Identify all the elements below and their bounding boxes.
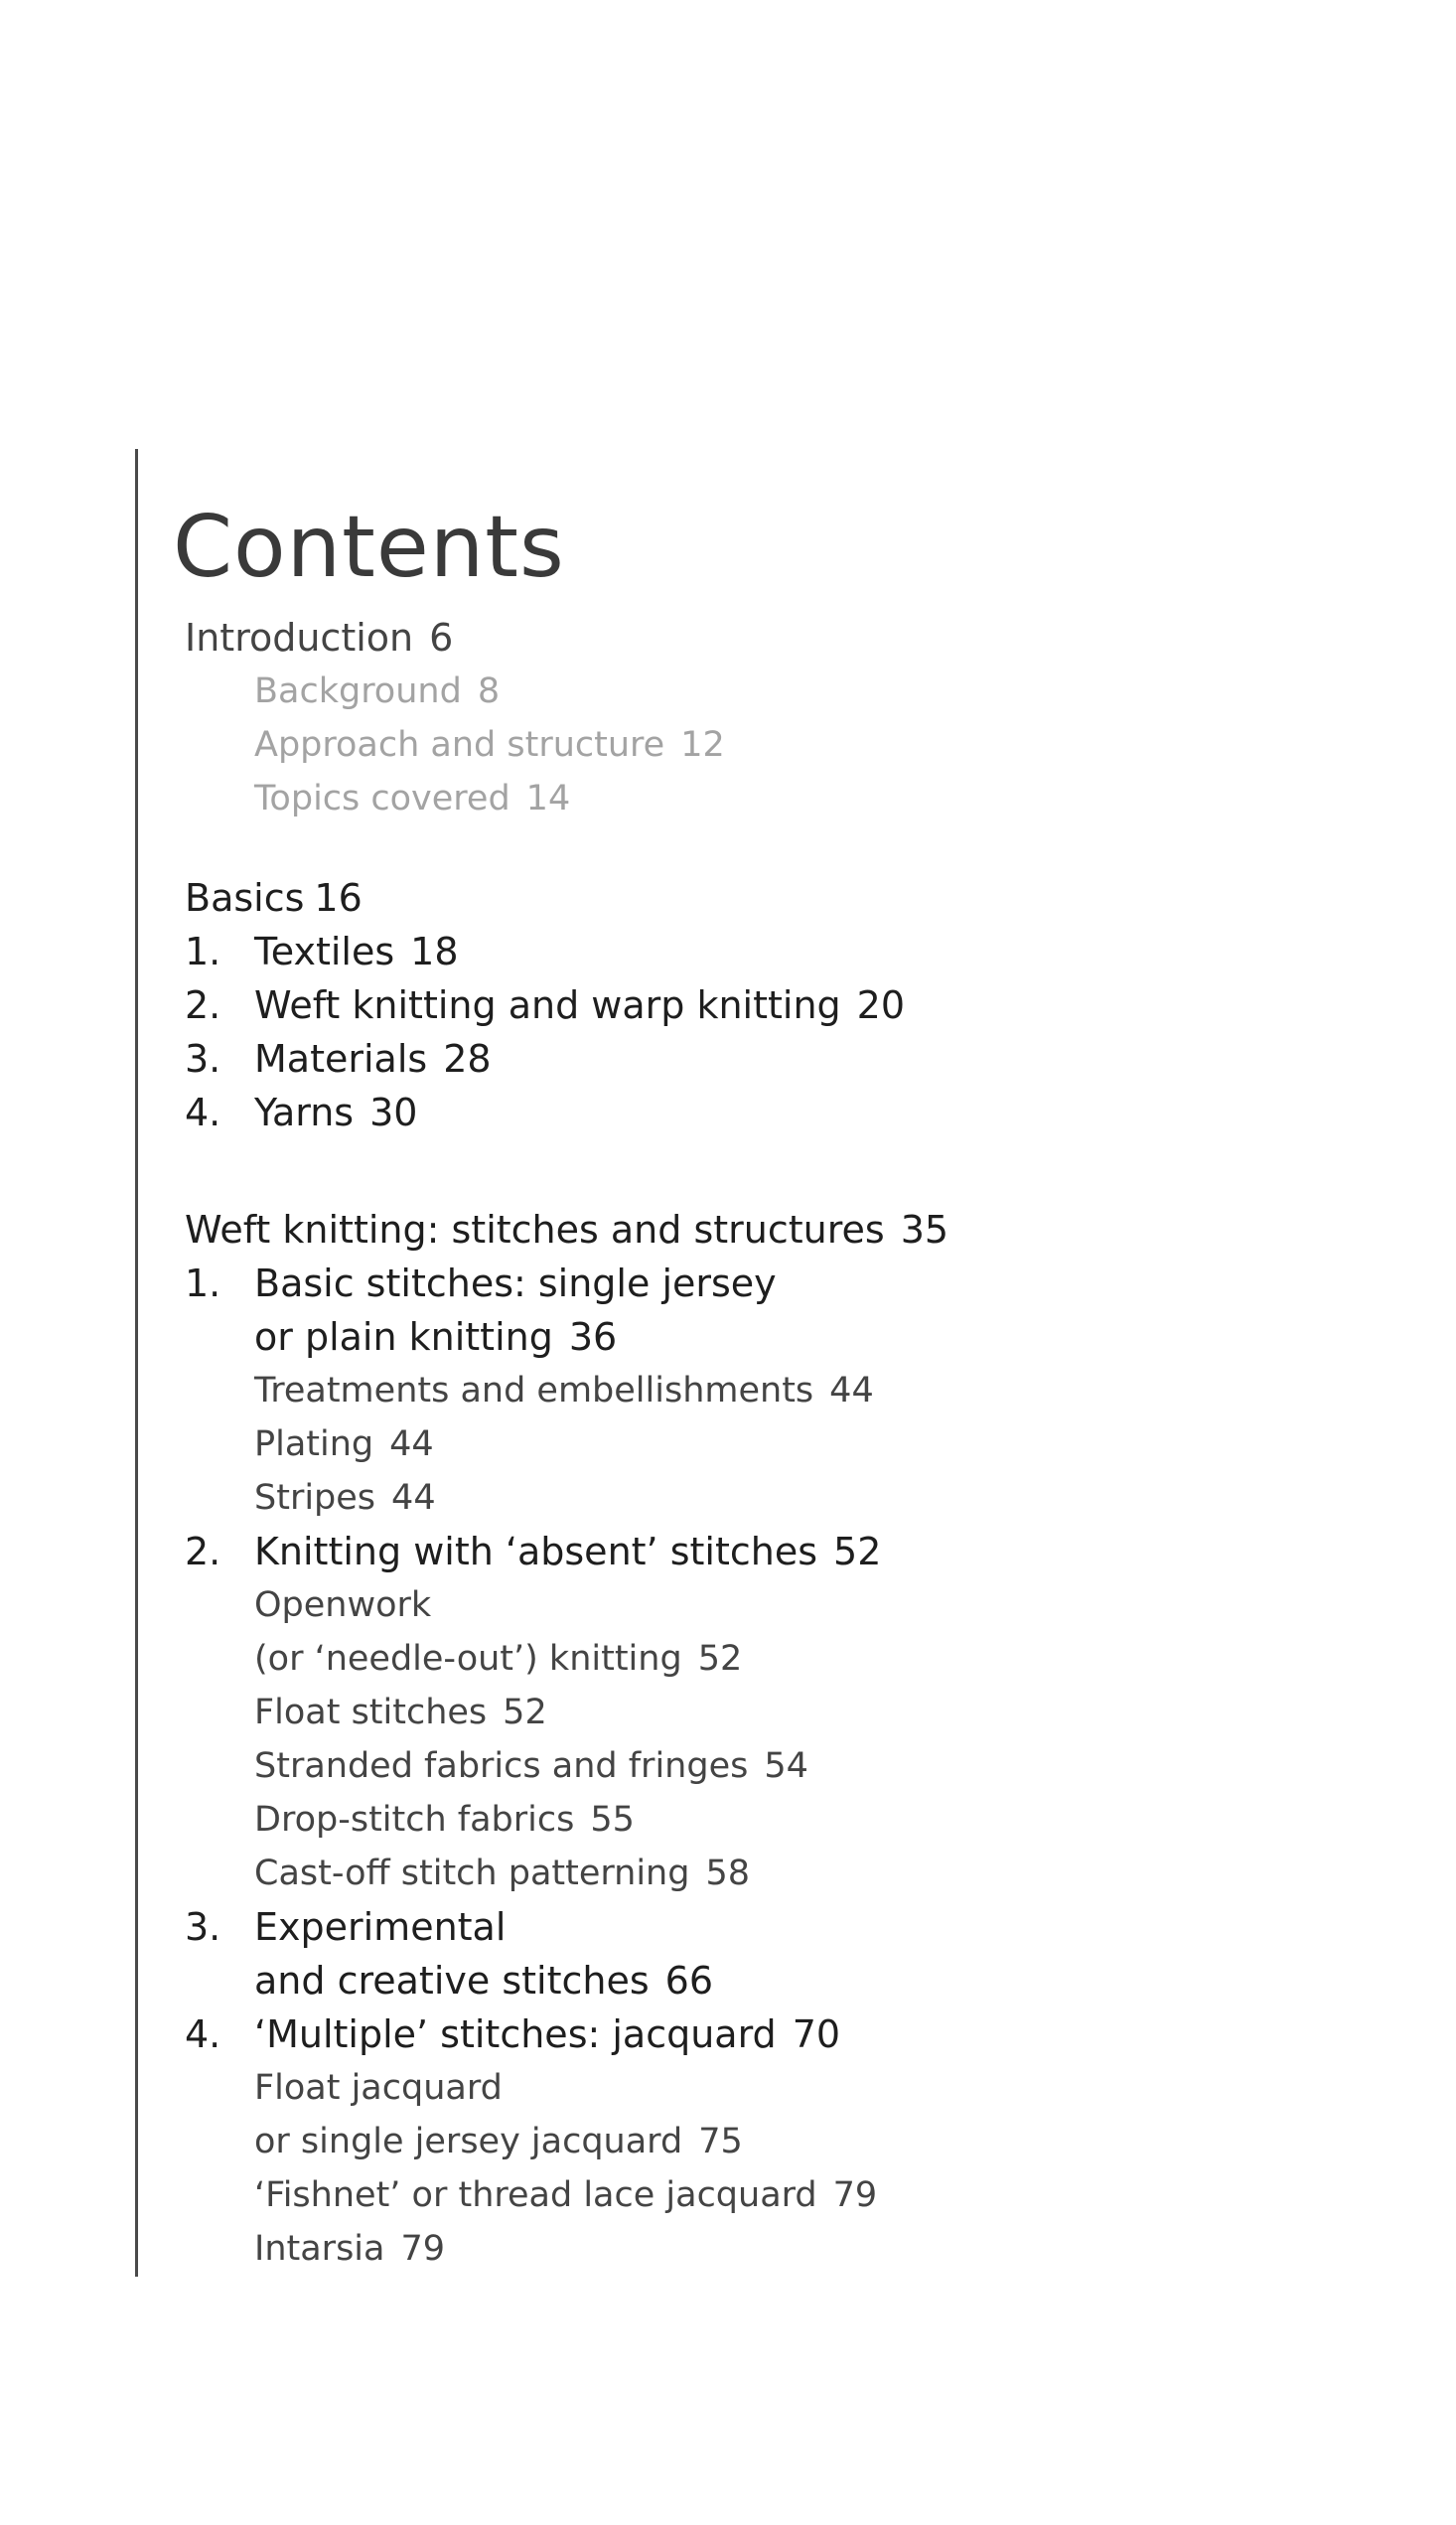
toc-label: Intarsia — [254, 2229, 385, 2269]
toc-item — [254, 928, 459, 975]
toc-page: 55 — [590, 1800, 635, 1840]
toc-label: Materials — [254, 1037, 428, 1081]
toc-page: 70 — [792, 2012, 841, 2056]
toc-section-introduction — [185, 614, 453, 662]
toc-chapter-line — [254, 2010, 840, 2058]
toc-page: 35 — [900, 1208, 949, 1252]
toc-item — [254, 668, 500, 715]
page-title: Contents — [173, 497, 565, 597]
toc-item — [254, 1689, 547, 1736]
toc-page: 14 — [525, 779, 571, 818]
toc-label: Stranded fabrics and fringes — [254, 1746, 749, 1786]
toc-label: ‘Fishnet’ or thread lace jacquard — [254, 2175, 817, 2215]
toc-page: 52 — [697, 1639, 743, 1679]
toc-item — [254, 1850, 750, 1897]
toc-chapter-line — [254, 1260, 777, 1307]
toc-label: Knitting with ‘absent’ stitches — [254, 1530, 818, 1573]
toc-label: Cast-off stitch patterning — [254, 1854, 690, 1893]
toc-item — [254, 2225, 445, 2273]
toc-page: 75 — [698, 2122, 743, 2161]
toc-page: 44 — [829, 1371, 874, 1411]
toc-page: 6 — [429, 616, 454, 660]
toc-item — [254, 1089, 417, 1136]
toc-item — [254, 1474, 436, 1522]
toc-page: 79 — [400, 2229, 446, 2269]
toc-label: Topics covered — [254, 779, 510, 818]
toc-label: Plating — [254, 1424, 374, 1464]
toc-item — [254, 981, 905, 1029]
toc-label: Float stitches — [254, 1693, 488, 1732]
toc-item — [254, 1035, 492, 1083]
toc-item — [254, 1742, 808, 1790]
toc-page: 12 — [680, 725, 725, 765]
toc-label: Openwork — [254, 1585, 432, 1625]
toc-label: Introduction — [185, 616, 414, 660]
toc-number: 4. — [185, 2012, 221, 2056]
toc-label: Weft knitting: stitches and structures — [185, 1208, 885, 1252]
toc-page: 66 — [664, 1959, 713, 2003]
toc-label: Approach and structure — [254, 725, 665, 765]
toc-page: 36 — [568, 1315, 618, 1359]
toc-label: Background — [254, 671, 462, 711]
toc-label: Stripes — [254, 1478, 376, 1518]
toc-label: Weft knitting and warp knitting — [254, 983, 841, 1027]
toc-item — [254, 1420, 434, 1468]
toc-page: 52 — [833, 1530, 882, 1573]
toc-item — [254, 1796, 635, 1844]
toc-page: 58 — [705, 1854, 751, 1893]
toc-page: 20 — [856, 983, 906, 1027]
toc-label: Basic stitches: single jersey — [254, 1262, 777, 1305]
toc-label: Treatments and embellishments — [254, 1371, 814, 1411]
toc-page: 16 — [314, 876, 363, 920]
toc-item — [254, 721, 725, 769]
toc-number: 1. — [185, 930, 221, 973]
toc-item — [254, 1635, 742, 1683]
margin-rule — [135, 449, 138, 2277]
toc-item — [254, 775, 570, 822]
toc-item — [254, 1581, 431, 1629]
toc-number: 2. — [185, 1530, 221, 1573]
toc-label: Experimental — [254, 1905, 507, 1949]
toc-number: 2. — [185, 983, 221, 1027]
toc-page: 28 — [443, 1037, 492, 1081]
toc-label: Basics — [185, 876, 305, 920]
toc-item — [254, 2064, 503, 2112]
toc-section-weft-knitting — [185, 1206, 948, 1254]
toc-page: 44 — [391, 1478, 436, 1518]
toc-page: 18 — [410, 930, 459, 973]
toc-chapter-line — [254, 1528, 881, 1575]
toc-page: 79 — [832, 2175, 878, 2215]
toc-item — [254, 2171, 877, 2219]
toc-label: Float jacquard — [254, 2068, 503, 2108]
toc-chapter-line — [254, 1957, 713, 2005]
toc-item — [254, 1367, 874, 1414]
toc-page: 52 — [503, 1693, 547, 1732]
toc-section-basics — [185, 874, 363, 922]
toc-label: or plain knitting — [254, 1315, 553, 1359]
toc-chapter-line — [254, 1313, 617, 1361]
toc-page: 30 — [369, 1091, 418, 1134]
toc-label: or single jersey jacquard — [254, 2122, 683, 2161]
toc-label: (or ‘needle-out’) knitting — [254, 1639, 682, 1679]
toc-number: 4. — [185, 1091, 221, 1134]
toc-label: ‘Multiple’ stitches: jacquard — [254, 2012, 777, 2056]
toc-label: Drop-stitch fabrics — [254, 1800, 575, 1840]
toc-label: Textiles — [254, 930, 395, 973]
toc-label: Yarns — [254, 1091, 355, 1134]
toc-page: 54 — [764, 1746, 808, 1786]
toc-chapter-line — [254, 1903, 506, 1951]
toc-label: and creative stitches — [254, 1959, 650, 2003]
toc-number: 1. — [185, 1262, 221, 1305]
toc-number: 3. — [185, 1037, 221, 1081]
toc-page: 44 — [389, 1424, 434, 1464]
toc-item — [254, 2118, 743, 2165]
toc-number: 3. — [185, 1905, 221, 1949]
toc-page: 8 — [477, 671, 501, 711]
